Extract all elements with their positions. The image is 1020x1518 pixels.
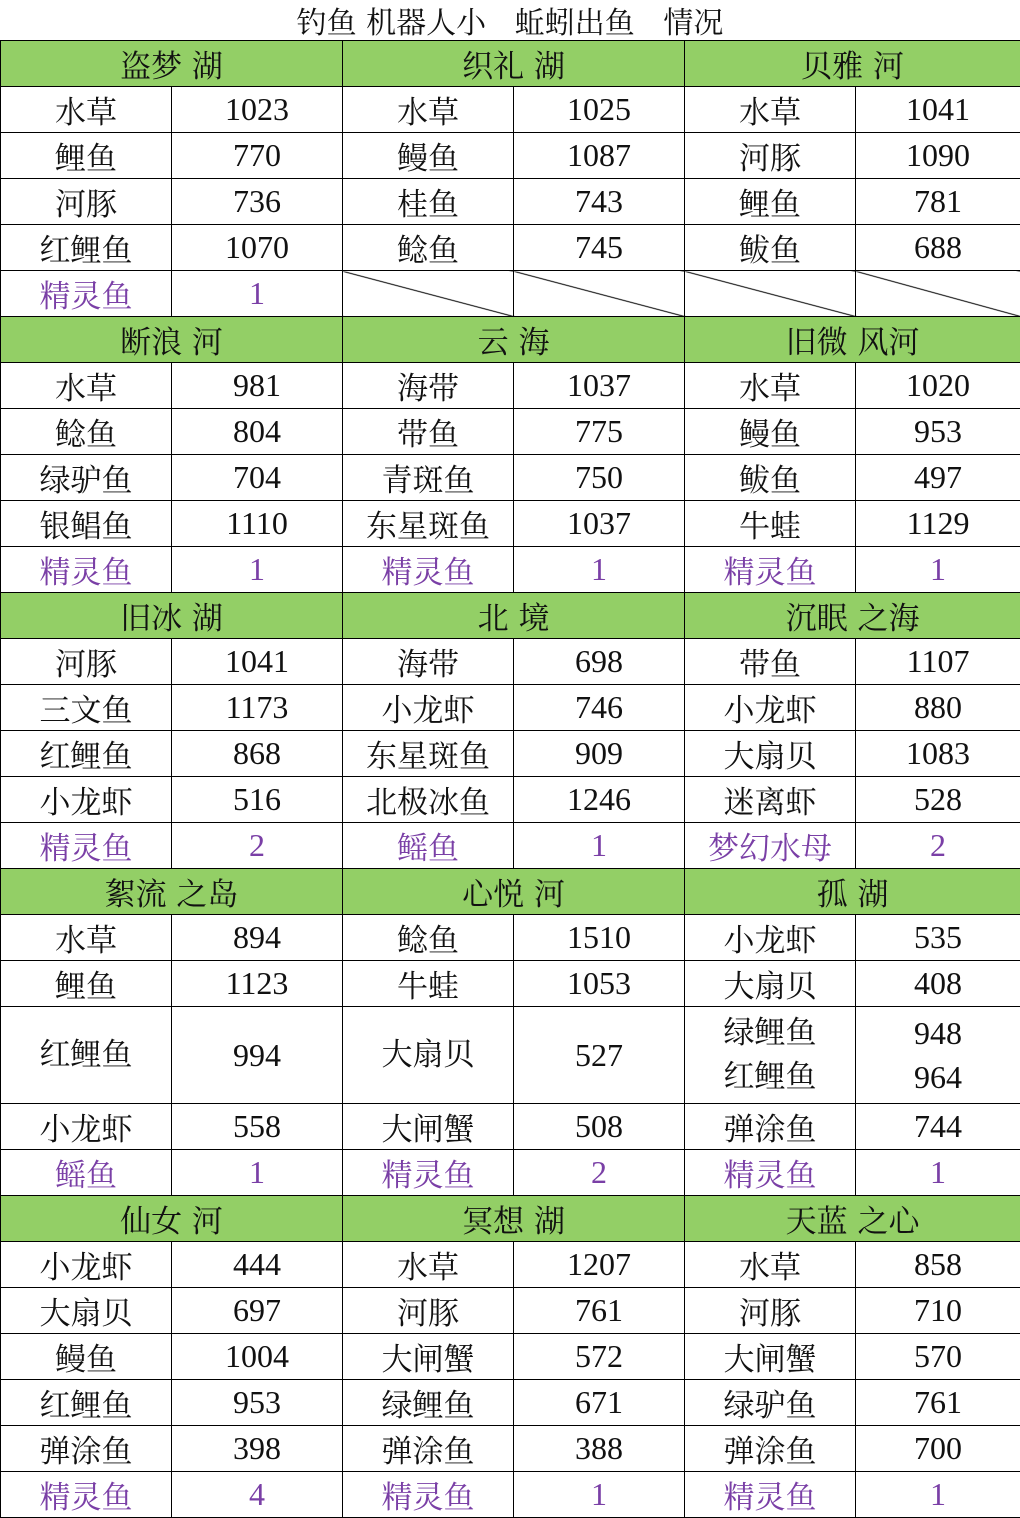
catch-row-tall [1, 1007, 1020, 1104]
fish-name: 水草 [343, 87, 514, 133]
fish-count: 868 [172, 731, 343, 777]
fish-name: 北极冰鱼 [343, 777, 514, 823]
special-fish-count: 1 [172, 271, 343, 317]
fish-count: 1041 [172, 639, 343, 685]
fish-name: 小龙虾 [685, 685, 856, 731]
fish-name: 河豚 [685, 1288, 856, 1334]
special-fish-name: 精灵鱼 [685, 547, 856, 593]
fish-name: 带鱼 [685, 639, 856, 685]
fish-count: 1025 [514, 87, 685, 133]
fish-name: 红鲤鱼 [724, 1055, 817, 1099]
fish-name: 迷离虾 [685, 777, 856, 823]
catch-row [1, 1426, 1020, 1472]
fish-count: 745 [514, 225, 685, 271]
special-fish-count: 1 [514, 1472, 685, 1518]
location-name: 冥想 湖 [343, 1196, 685, 1242]
catch-row [1, 685, 1020, 731]
fish-count: 964 [914, 1055, 962, 1099]
special-fish-name: 精灵鱼 [1, 1472, 172, 1518]
fish-count: 700 [856, 1426, 1020, 1472]
catch-row [1, 363, 1020, 409]
fish-name: 水草 [1, 915, 172, 961]
fish-count: 761 [856, 1380, 1020, 1426]
catch-row [1, 1380, 1020, 1426]
fish-name: 绿鲤鱼 [343, 1380, 514, 1426]
fish-count: 535 [856, 915, 1020, 961]
special-fish-count: 1 [172, 1150, 343, 1196]
special-catch-row [1, 1150, 1020, 1196]
location-name: 絮流 之岛 [1, 869, 343, 915]
location-name: 断浪 河 [1, 317, 343, 363]
fish-name: 河豚 [1, 639, 172, 685]
empty-slashed-cell [856, 271, 1020, 317]
fish-count: 981 [172, 363, 343, 409]
fish-count: 1053 [514, 961, 685, 1007]
fish-name: 水草 [685, 1242, 856, 1288]
special-fish-name: 精灵鱼 [1, 547, 172, 593]
catch-row [1, 179, 1020, 225]
fish-name: 鲶鱼 [343, 225, 514, 271]
location-name: 天蓝 之心 [685, 1196, 1020, 1242]
catch-row [1, 409, 1020, 455]
catch-row [1, 915, 1020, 961]
fish-name: 大扇贝 [685, 961, 856, 1007]
fish-name: 大闸蟹 [343, 1334, 514, 1380]
empty-slashed-cell [514, 271, 685, 317]
fish-count: 746 [514, 685, 685, 731]
catch-row [1, 87, 1020, 133]
fish-name: 河豚 [685, 133, 856, 179]
location-header-row [1, 593, 1020, 639]
fish-count: 572 [514, 1334, 685, 1380]
fish-name: 牛蛙 [343, 961, 514, 1007]
special-fish-count: 1 [172, 547, 343, 593]
fish-name: 小龙虾 [1, 777, 172, 823]
special-fish-count: 1 [856, 1150, 1020, 1196]
fish-count: 894 [172, 915, 343, 961]
fish-name: 鲤鱼 [1, 133, 172, 179]
fish-name: 桂鱼 [343, 179, 514, 225]
fish-name: 带鱼 [343, 409, 514, 455]
fish-count: 1173 [172, 685, 343, 731]
fish-count: 743 [514, 179, 685, 225]
fish-name: 鲅鱼 [685, 455, 856, 501]
fish-count: 1004 [172, 1334, 343, 1380]
special-fish-count: 1 [514, 823, 685, 869]
fish-count: 497 [856, 455, 1020, 501]
fish-count: 804 [172, 409, 343, 455]
fish-count: 527 [514, 1007, 685, 1104]
fish-name: 弹涂鱼 [343, 1426, 514, 1472]
special-fish-count: 2 [514, 1150, 685, 1196]
fish-count: 1070 [172, 225, 343, 271]
fish-name: 银鲳鱼 [1, 501, 172, 547]
fish-name: 河豚 [343, 1288, 514, 1334]
fish-name: 东星斑鱼 [343, 731, 514, 777]
fish-count: 671 [514, 1380, 685, 1426]
catch-row [1, 639, 1020, 685]
special-fish-name: 鳐鱼 [1, 1150, 172, 1196]
fish-name: 小龙虾 [685, 915, 856, 961]
special-catch-row [1, 547, 1020, 593]
location-name: 北 境 [343, 593, 685, 639]
fish-name: 弹涂鱼 [685, 1426, 856, 1472]
fish-count: 953 [856, 409, 1020, 455]
fish-name: 弹涂鱼 [685, 1104, 856, 1150]
fish-count: 698 [514, 639, 685, 685]
special-fish-name: 梦幻水母 [685, 823, 856, 869]
fish-count: 444 [172, 1242, 343, 1288]
special-fish-name: 精灵鱼 [685, 1472, 856, 1518]
fish-count: 761 [514, 1288, 685, 1334]
fish-name: 鲶鱼 [1, 409, 172, 455]
fish-count: 858 [856, 1242, 1020, 1288]
catch-row [1, 1242, 1020, 1288]
fish-count: 953 [172, 1380, 343, 1426]
fish-count: 1037 [514, 363, 685, 409]
fish-count: 750 [514, 455, 685, 501]
special-fish-name: 精灵鱼 [343, 1150, 514, 1196]
fish-count: 1037 [514, 501, 685, 547]
fish-name: 东星斑鱼 [343, 501, 514, 547]
fish-count: 1510 [514, 915, 685, 961]
location-name: 织礼 湖 [343, 41, 685, 87]
fish-count: 1083 [856, 731, 1020, 777]
fish-name: 水草 [685, 87, 856, 133]
location-name: 云 海 [343, 317, 685, 363]
catch-row [1, 961, 1020, 1007]
fish-count: 1087 [514, 133, 685, 179]
fish-count: 570 [856, 1334, 1020, 1380]
catch-row [1, 777, 1020, 823]
fish-count: 1129 [856, 501, 1020, 547]
fish-name: 水草 [343, 1242, 514, 1288]
fish-name: 水草 [1, 87, 172, 133]
fish-count: 781 [856, 179, 1020, 225]
special-fish-count: 2 [856, 823, 1020, 869]
fish-count: 408 [856, 961, 1020, 1007]
fish-name: 河豚 [1, 179, 172, 225]
fish-count: 704 [172, 455, 343, 501]
location-name: 沉眠 之海 [685, 593, 1020, 639]
special-fish-count: 4 [172, 1472, 343, 1518]
fish-count: 1090 [856, 133, 1020, 179]
location-header-row [1, 317, 1020, 363]
fish-count: 1110 [172, 501, 343, 547]
fish-count: 1246 [514, 777, 685, 823]
fish-name: 绿驴鱼 [685, 1380, 856, 1426]
catch-row [1, 225, 1020, 271]
fish-count-pair [856, 1007, 1020, 1104]
fish-name: 牛蛙 [685, 501, 856, 547]
fish-count: 770 [172, 133, 343, 179]
fish-count: 558 [172, 1104, 343, 1150]
fish-name: 大闸蟹 [343, 1104, 514, 1150]
special-catch-row [1, 823, 1020, 869]
fish-count: 398 [172, 1426, 343, 1472]
fish-count: 1107 [856, 639, 1020, 685]
special-fish-count: 1 [514, 547, 685, 593]
special-catch-row [1, 1472, 1020, 1518]
fish-name: 红鲤鱼 [1, 731, 172, 777]
empty-slashed-cell [685, 271, 856, 317]
fish-name: 大扇贝 [1, 1288, 172, 1334]
fish-name: 水草 [685, 363, 856, 409]
fish-count: 688 [856, 225, 1020, 271]
fish-name: 鲅鱼 [685, 225, 856, 271]
fish-name: 弹涂鱼 [1, 1426, 172, 1472]
empty-slashed-cell [343, 271, 514, 317]
fish-name: 鳗鱼 [1, 1334, 172, 1380]
catch-row [1, 133, 1020, 179]
fish-name: 青斑鱼 [343, 455, 514, 501]
fish-count: 528 [856, 777, 1020, 823]
catch-row [1, 731, 1020, 777]
fish-name: 小龙虾 [343, 685, 514, 731]
fish-count: 697 [172, 1288, 343, 1334]
catch-row [1, 1334, 1020, 1380]
fish-name: 小龙虾 [1, 1242, 172, 1288]
location-name: 心悦 河 [343, 869, 685, 915]
fish-count: 1041 [856, 87, 1020, 133]
special-fish-name: 精灵鱼 [685, 1150, 856, 1196]
location-name: 盗梦 湖 [1, 41, 343, 87]
fish-count: 1023 [172, 87, 343, 133]
fish-name: 大闸蟹 [685, 1334, 856, 1380]
special-catch-row [1, 271, 1020, 317]
fish-count: 994 [172, 1007, 343, 1104]
location-name: 旧冰 湖 [1, 593, 343, 639]
fish-name: 红鲤鱼 [1, 1007, 172, 1104]
location-header-row [1, 41, 1020, 87]
special-fish-name: 精灵鱼 [1, 271, 172, 317]
fish-name-pair [685, 1007, 856, 1104]
fish-name: 红鲤鱼 [1, 1380, 172, 1426]
fish-count: 948 [914, 1011, 962, 1055]
location-name: 孤 湖 [685, 869, 1020, 915]
catch-row [1, 455, 1020, 501]
location-header-row [1, 1196, 1020, 1242]
fish-name: 三文鱼 [1, 685, 172, 731]
special-fish-name: 精灵鱼 [343, 547, 514, 593]
fish-name: 鳗鱼 [685, 409, 856, 455]
fish-count: 710 [856, 1288, 1020, 1334]
special-fish-count: 2 [172, 823, 343, 869]
special-fish-count: 1 [856, 1472, 1020, 1518]
fish-count: 775 [514, 409, 685, 455]
location-header-row [1, 869, 1020, 915]
location-name: 旧微 风河 [685, 317, 1020, 363]
fish-name: 水草 [1, 363, 172, 409]
special-fish-name: 鳐鱼 [343, 823, 514, 869]
sheet-title: 钓鱼 机器人小 蚯蚓出鱼 情况 [0, 0, 1020, 40]
fish-name: 小龙虾 [1, 1104, 172, 1150]
fish-count: 388 [514, 1426, 685, 1472]
special-fish-name: 精灵鱼 [343, 1472, 514, 1518]
location-name: 仙女 河 [1, 1196, 343, 1242]
fish-count: 1020 [856, 363, 1020, 409]
fish-name: 鲤鱼 [1, 961, 172, 1007]
fish-name: 红鲤鱼 [1, 225, 172, 271]
catch-row [1, 501, 1020, 547]
fish-count: 508 [514, 1104, 685, 1150]
fish-count: 744 [856, 1104, 1020, 1150]
catch-table [0, 40, 1020, 1518]
fish-name: 大扇贝 [343, 1007, 514, 1104]
fish-count: 880 [856, 685, 1020, 731]
fish-name: 绿驴鱼 [1, 455, 172, 501]
catch-row [1, 1104, 1020, 1150]
fish-count: 1123 [172, 961, 343, 1007]
fish-name: 海带 [343, 639, 514, 685]
special-fish-count: 1 [856, 547, 1020, 593]
catch-row [1, 1288, 1020, 1334]
fish-name: 鲤鱼 [685, 179, 856, 225]
location-name: 贝雅 河 [685, 41, 1020, 87]
fish-name: 鲶鱼 [343, 915, 514, 961]
fish-name: 大扇贝 [685, 731, 856, 777]
fish-count: 736 [172, 179, 343, 225]
fish-count: 909 [514, 731, 685, 777]
fish-count: 1207 [514, 1242, 685, 1288]
special-fish-name: 精灵鱼 [1, 823, 172, 869]
fish-name: 海带 [343, 363, 514, 409]
fish-count: 516 [172, 777, 343, 823]
fish-name: 鳗鱼 [343, 133, 514, 179]
fish-name: 绿鲤鱼 [724, 1011, 817, 1055]
